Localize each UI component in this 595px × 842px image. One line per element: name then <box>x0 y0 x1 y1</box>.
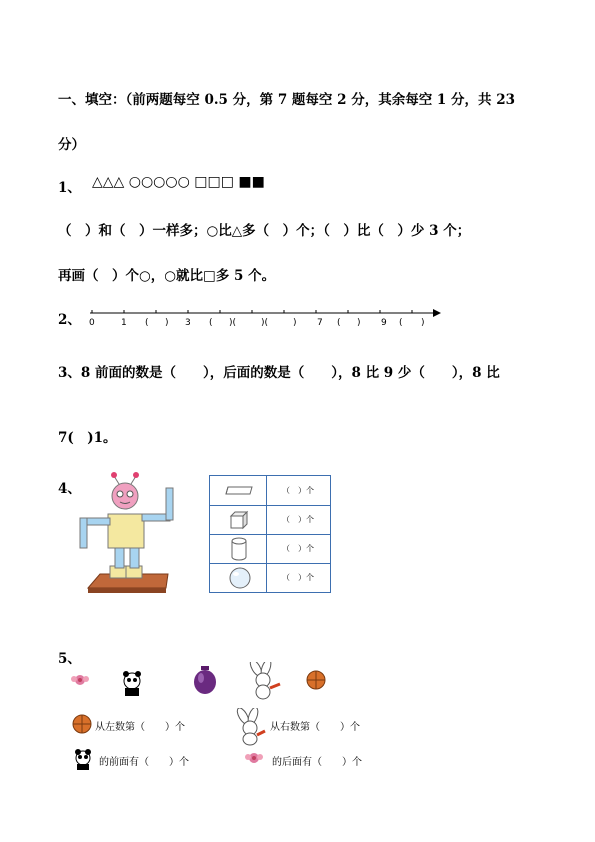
tick-label: 3 <box>185 318 191 328</box>
q4-number: 4、 <box>58 481 81 497</box>
table-row <box>210 534 330 564</box>
left-count-prompt: 从左数第（ ）个 <box>95 722 185 733</box>
robot-illustration <box>78 470 178 595</box>
blank-close: ) <box>293 318 297 328</box>
flower-icon <box>71 675 89 685</box>
basketball-icon <box>307 671 325 689</box>
q1-line2: 再画（ ）个○，○就比□多 5 个。 <box>58 268 276 284</box>
q1-shapes: △△△ ○○○○○ □□□ ■■ <box>92 174 265 190</box>
after-prompt: 的后面有（ ）个 <box>272 757 362 768</box>
tick-label: 9 <box>381 318 387 328</box>
blank-open: ( <box>145 318 149 328</box>
tick-label: 0 <box>89 318 95 328</box>
cuboid-icon <box>224 484 254 496</box>
blank-close: ) <box>357 318 361 328</box>
q2-number: 2、 <box>58 312 81 328</box>
rabbit-icon <box>248 662 280 699</box>
number-line-labels <box>88 318 438 332</box>
blank-mid: )( <box>229 318 237 328</box>
table-row <box>210 563 330 592</box>
rabbit-icon <box>232 708 268 746</box>
count-blank: （ ）个 <box>282 486 314 495</box>
table-row <box>210 476 330 506</box>
q5-number: 5、 <box>58 651 81 667</box>
blank-mid: )( <box>261 318 269 328</box>
count-blank: （ ）个 <box>282 544 314 553</box>
basketball-icon <box>72 714 92 734</box>
tick-label: 7 <box>317 318 323 328</box>
panda-icon <box>72 748 94 770</box>
cylinder-icon <box>230 537 248 561</box>
vase-icon <box>194 666 216 694</box>
panda-icon <box>123 671 141 696</box>
q1-line1: （ ）和（ ）一样多；○比△多（ ）个；（ ）比（ ）少 3 个； <box>58 223 471 239</box>
cube-icon <box>228 509 250 531</box>
flower-icon <box>244 750 264 766</box>
q3-line1: 3、8 前面的数是（ ），后面的数是（ ），8 比 9 少（ ），8 比 <box>58 365 500 381</box>
blank-open: ( <box>399 318 403 328</box>
blank-open: ( <box>209 318 213 328</box>
blank-close: ) <box>165 318 169 328</box>
table-row <box>210 505 330 535</box>
q3-line2: 7( )1。 <box>58 430 117 446</box>
count-blank: （ ）个 <box>282 573 314 582</box>
blank-close: ) <box>421 318 425 328</box>
q1-number: 1、 <box>58 180 81 196</box>
sphere-icon <box>228 566 252 590</box>
count-blank: （ ）个 <box>282 515 314 524</box>
tick-label: 1 <box>121 318 127 328</box>
q5-object-row <box>70 662 340 700</box>
before-prompt: 的前面有（ ）个 <box>99 757 189 768</box>
shape-count-table <box>209 475 331 593</box>
blank-open: ( <box>337 318 341 328</box>
right-count-prompt: 从右数第（ ）个 <box>270 722 360 733</box>
section-title: 一、填空：（前两题每空 0.5 分，第 7 题每空 2 分，其余每空 1 分，共 23 <box>58 92 516 108</box>
section-title-continued: 分） <box>58 137 85 153</box>
